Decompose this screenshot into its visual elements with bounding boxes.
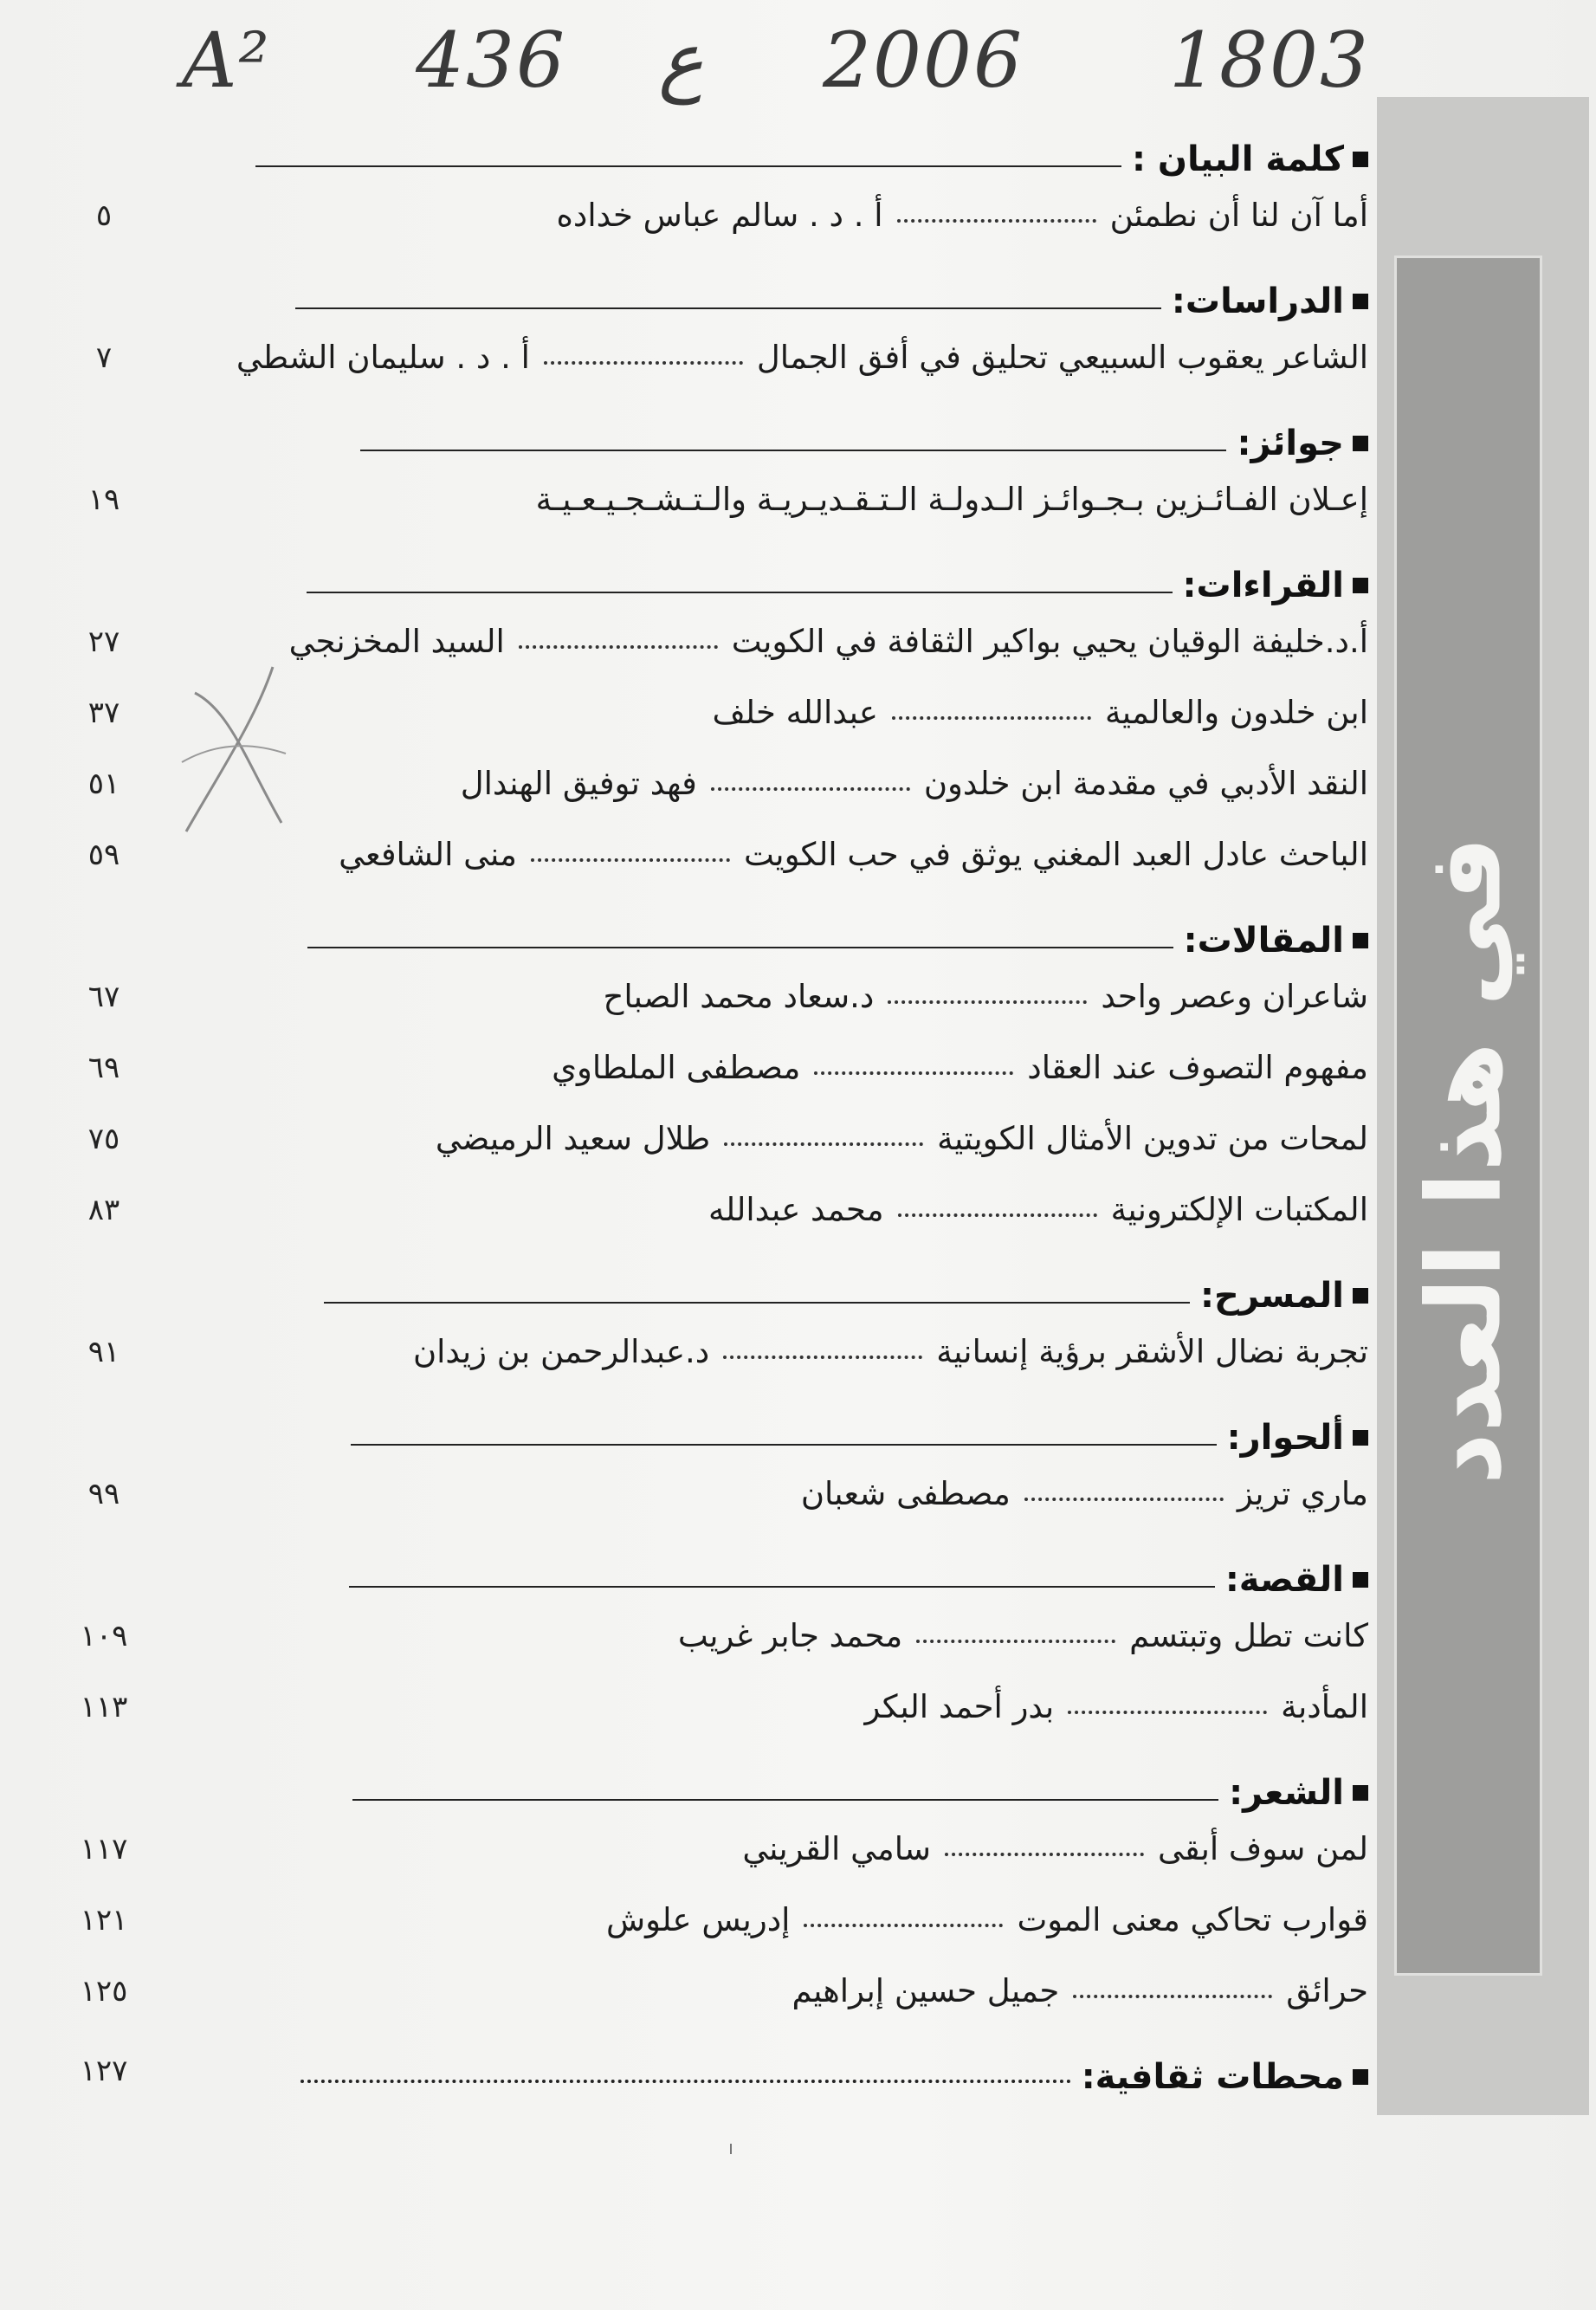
- page-number: ٦٧: [87, 980, 120, 1014]
- toc-entry: [52, 1103, 1368, 1174]
- dot-leader: [724, 1142, 923, 1146]
- entry-title: المأدبة: [1281, 1687, 1368, 1725]
- square-bullet-icon: [1353, 152, 1368, 167]
- page-number: ١٩: [87, 482, 120, 517]
- section-rule: [307, 947, 1173, 948]
- entry-author: د.سعاد محمد الصباح: [603, 977, 875, 1015]
- table-of-contents: [52, 108, 1368, 2097]
- page-number: ٥٩: [87, 838, 120, 872]
- square-bullet-icon: [1353, 1430, 1368, 1446]
- section-title: المقالات:: [1183, 921, 1344, 961]
- entry-author: فهد توفيق الهندال: [460, 764, 697, 802]
- section-title: الشعر:: [1229, 1773, 1344, 1813]
- section-heading: [52, 108, 1368, 179]
- section-title: الدراسات:: [1171, 281, 1344, 321]
- handwritten-catalog-note: [173, 16, 1386, 120]
- entry-title: تجربة نضال الأشقر برؤية إنسانية: [936, 1332, 1368, 1370]
- dot-leader: [888, 1000, 1087, 1004]
- dot-leader: [916, 1640, 1115, 1643]
- section-heading: [52, 250, 1368, 321]
- handwritten-year: 2006: [823, 16, 1024, 105]
- page-number: ٧٥: [87, 1122, 120, 1156]
- handwritten-number: 436: [416, 16, 566, 105]
- entry-title: مفهوم التصوف عند العقاد: [1027, 1048, 1368, 1086]
- entry-title: شاعران وعصر واحد: [1101, 977, 1368, 1015]
- page-number: ١٢١: [80, 1903, 128, 1938]
- entry-title: النقد الأدبي في مقدمة ابن خلدون: [923, 764, 1368, 802]
- entry-title: إعـلان الفـائـزين بـجـوائـز الـدولـة الـتـقـديـريـة والـتـشـجـيـعـيـة: [535, 480, 1368, 518]
- section-rule: [307, 592, 1173, 593]
- dot-leader: [1068, 1711, 1267, 1714]
- dot-leader: [945, 1853, 1144, 1856]
- toc-entry: [52, 1884, 1368, 1955]
- page-number: ١١٧: [80, 1832, 128, 1867]
- section-title: القصة:: [1224, 1560, 1344, 1600]
- entry-author: جميل حسين إبراهيم: [792, 1971, 1060, 2009]
- toc-entry: [52, 961, 1368, 1032]
- page-number: ٣٧: [87, 696, 120, 730]
- entry-author: سامي القريني: [742, 1829, 932, 1867]
- page-number: ٩١: [87, 1335, 120, 1369]
- entry-title: حرائق: [1286, 1971, 1368, 2009]
- page-number: ٩٩: [87, 1477, 120, 1511]
- entry-author: بدر أحمد البكر: [864, 1687, 1055, 1725]
- page-number: ٢٧: [87, 624, 120, 659]
- section-title: ألحوار:: [1226, 1418, 1344, 1458]
- page-number: ٦٩: [87, 1051, 120, 1085]
- entry-author: عبدالله خلف: [712, 693, 878, 731]
- page-number: ١٠٩: [80, 1619, 128, 1653]
- page-number: ٧: [95, 340, 113, 375]
- paper-speck: [730, 2144, 739, 2154]
- side-banner-title: [1405, 780, 1524, 1542]
- entry-title: أ.د.خليفة الوقيان يحيي بواكير الثقافة في الكويت: [731, 622, 1368, 660]
- dot-leader: [814, 1071, 1013, 1075]
- dot-leader: [711, 787, 910, 791]
- toc-entry: [52, 1671, 1368, 1742]
- section-title: جوائز:: [1237, 424, 1344, 463]
- section-rule: [255, 165, 1121, 167]
- section-title: القراءات:: [1182, 566, 1344, 605]
- entry-author: السيد المخزنجي: [288, 622, 505, 660]
- toc-entry: [52, 463, 1368, 534]
- banner-title-text: في هذا العدد: [1405, 836, 1524, 1485]
- dot-leader: [544, 361, 743, 365]
- toc-entry: [52, 1458, 1368, 1529]
- entry-author: محمد عبدالله: [708, 1190, 884, 1228]
- dot-leader: [897, 219, 1096, 223]
- entry-title: لمحات من تدوين الأمثال الكويتية: [937, 1119, 1368, 1157]
- section-title: كلمة البيان :: [1131, 139, 1344, 179]
- entry-title: أما آن لنا أن نطمئن: [1109, 196, 1368, 234]
- section-title: المسرح:: [1200, 1276, 1344, 1316]
- dot-leader: [898, 1213, 1097, 1217]
- section-title: محطات ثقافية:: [1081, 2057, 1344, 2097]
- page-number: ٨٣: [87, 1193, 120, 1227]
- section-rule: [324, 1302, 1190, 1304]
- entry-author: محمد جابر غريب: [677, 1616, 903, 1654]
- square-bullet-icon: [1353, 2069, 1368, 2085]
- toc-entry: [52, 179, 1368, 250]
- entry-title: الباحث عادل العبد المغني يوثق في حب الكويت: [743, 835, 1368, 873]
- section-rule: [300, 2080, 1071, 2083]
- section-heading: [52, 392, 1368, 463]
- entry-title: كانت تطل وتبتسم: [1129, 1616, 1368, 1654]
- dot-leader: [531, 858, 730, 862]
- entry-author: طلال سعيد الرميضي: [435, 1119, 711, 1157]
- section-rule: [352, 1799, 1218, 1801]
- pencil-mark-icon: [178, 658, 290, 857]
- entry-author: د.عبدالرحمن بن زيدان: [412, 1332, 710, 1370]
- section-heading: [52, 1742, 1368, 1813]
- dot-leader: [723, 1356, 922, 1359]
- section-heading: [52, 534, 1368, 605]
- entry-title: ماري تريز: [1237, 1474, 1368, 1512]
- section-heading: [52, 1245, 1368, 1316]
- section-rule: [295, 307, 1161, 309]
- section-rule: [360, 450, 1226, 451]
- entry-author: منى الشافعي: [339, 835, 517, 873]
- entry-author: مصطفى شعبان: [800, 1474, 1011, 1512]
- entry-author: أ . د . سالم عباس خداده: [556, 196, 883, 234]
- entry-author: مصطفى الملطاوي: [552, 1048, 801, 1086]
- section-heading: [52, 1387, 1368, 1458]
- square-bullet-icon: [1353, 294, 1368, 309]
- entry-title: لمن سوف أبقى: [1158, 1829, 1368, 1867]
- entry-title: الشاعر يعقوب السبيعي تحليق في أفق الجمال: [756, 338, 1368, 376]
- square-bullet-icon: [1353, 1288, 1368, 1304]
- section-heading: [52, 2026, 1368, 2097]
- square-bullet-icon: [1353, 436, 1368, 451]
- handwritten-letter: ع: [658, 16, 704, 105]
- entry-title: قوارب تحاكي معنى الموت: [1017, 1900, 1368, 1938]
- dot-leader: [519, 645, 718, 649]
- handwritten-code: A²: [182, 16, 271, 105]
- toc-entry: [52, 1955, 1368, 2026]
- toc-entry: [52, 1032, 1368, 1103]
- page-number: ١١٣: [80, 1690, 128, 1724]
- dot-leader: [1024, 1498, 1224, 1501]
- section-rule: [351, 1444, 1217, 1446]
- toc-entry: [52, 1813, 1368, 1884]
- toc-entry: [52, 321, 1368, 392]
- toc-entry: [52, 1174, 1368, 1245]
- page-number: ٥: [95, 198, 113, 233]
- dot-leader: [804, 1924, 1003, 1927]
- square-bullet-icon: [1353, 1572, 1368, 1588]
- page-number: ٥١: [87, 767, 120, 801]
- section-heading: [52, 890, 1368, 961]
- section-rule: [349, 1586, 1215, 1588]
- dot-leader: [1073, 1995, 1272, 1998]
- entry-author: أ . د . سليمان الشطي: [236, 338, 530, 376]
- square-bullet-icon: [1353, 578, 1368, 593]
- square-bullet-icon: [1353, 1785, 1368, 1801]
- entry-title: ابن خلدون والعالمية: [1104, 693, 1368, 731]
- toc-entry: [52, 1316, 1368, 1387]
- entry-title: المكتبات الإلكترونية: [1110, 1190, 1368, 1228]
- handwritten-serial: 1803: [1169, 16, 1370, 105]
- section-heading: [52, 1529, 1368, 1600]
- page-number: ١٢٧: [80, 2054, 128, 2088]
- square-bullet-icon: [1353, 933, 1368, 948]
- entry-author: إدريس علوش: [605, 1900, 791, 1938]
- dot-leader: [892, 716, 1091, 720]
- page-number: ١٢٥: [80, 1974, 128, 2009]
- toc-entry: [52, 1600, 1368, 1671]
